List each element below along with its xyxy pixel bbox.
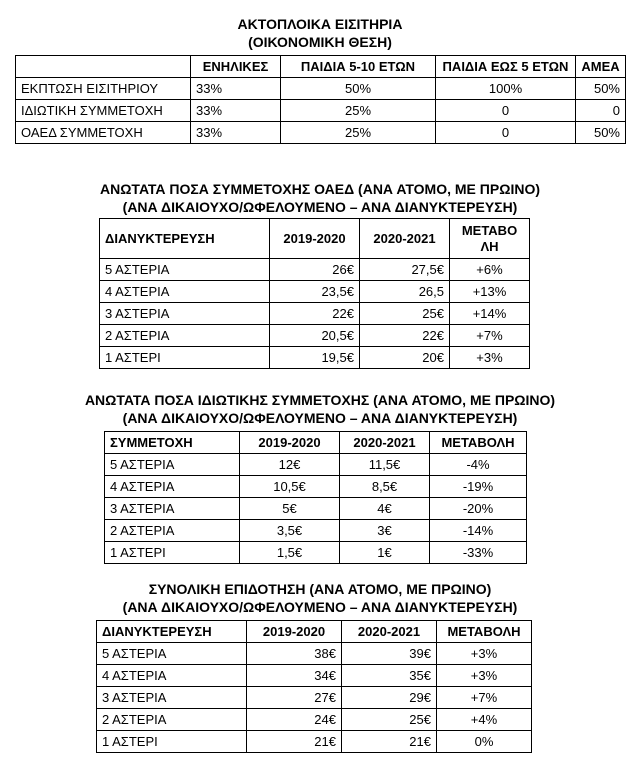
table-cell: 21€ (342, 731, 437, 753)
table-row (16, 100, 626, 122)
table-cell: +13% (450, 281, 530, 303)
table-row (97, 709, 532, 731)
table-header-cell: 2020-2021 (342, 621, 437, 643)
table-row (105, 520, 527, 542)
section3-title (15, 391, 625, 427)
table-cell: 20€ (360, 347, 450, 369)
table-cell: 34€ (247, 665, 342, 687)
table-cell: 24€ (247, 709, 342, 731)
table-row (97, 665, 532, 687)
table-row (105, 476, 527, 498)
table-row (105, 454, 527, 476)
table-cell: 35€ (342, 665, 437, 687)
section4-title (15, 580, 625, 616)
section1-title-line1: ΑΚΤΟΠΛΟΙΚΑ ΕΙΣΙΤΗΡΙΑ (237, 16, 403, 32)
table-header-cell: ΠΑΙΔΙΑ 5-10 ΕΤΩΝ (281, 56, 436, 78)
section2-title-line2: (ΑΝΑ ΔΙΚΑΙΟΥΧΟ/ΩΦΕΛΟΥΜΕΝΟ – ΑΝΑ ΔΙΑΝΥΚΤΕΡΕΥΣΗ) (122, 199, 518, 215)
table-cell: 100% (436, 78, 576, 100)
table-header-cell: ΣΥΜΜΕΤΟΧΗ (105, 432, 240, 454)
table-row (100, 347, 530, 369)
private-participation-table (104, 431, 527, 564)
section3-title-line2: (ΑΝΑ ΔΙΚΑΙΟΥΧΟ/ΩΦΕΛΟΥΜΕΝΟ – ΑΝΑ ΔΙΑΝΥΚΤΕΡΕΥΣΗ) (122, 410, 518, 426)
table-cell: 27,5€ (360, 259, 450, 281)
table-row (105, 498, 527, 520)
table-cell: 4 ΑΣΤΕΡΙΑ (105, 476, 240, 498)
table-header-cell: ΔΙΑΝΥΚΤΕΡΕΥΣΗ (100, 219, 270, 259)
table-header-cell: ΠΑΙΔΙΑ ΕΩΣ 5 ΕΤΩΝ (436, 56, 576, 78)
total-subsidy-table (96, 620, 532, 753)
table-cell: 1 ΑΣΤΕΡΙ (105, 542, 240, 564)
table-cell: 1€ (340, 542, 430, 564)
table-header-row (105, 432, 527, 454)
table-cell: -4% (430, 454, 527, 476)
table-header-cell: 2019-2020 (270, 219, 360, 259)
table-cell: 22€ (270, 303, 360, 325)
table-cell: 0 (576, 100, 626, 122)
section2-title (15, 180, 625, 216)
section4-title-line1: ΣΥΝΟΛΙΚΗ ΕΠΙΔΟΤΗΣΗ (ΑΝΑ ΑΤΟΜΟ, ΜΕ ΠΡΩΙΝΟ) (148, 581, 492, 597)
table-row (100, 325, 530, 347)
table-cell: +7% (450, 325, 530, 347)
table-header-cell: 2020-2021 (340, 432, 430, 454)
table-cell: ΟΑΕΔ ΣΥΜΜΕΤΟΧΗ (16, 122, 191, 144)
table-cell: +3% (437, 643, 532, 665)
table-cell: 1 ΑΣΤΕΡΙ (100, 347, 270, 369)
oaed-participation-table (99, 218, 530, 369)
table-cell: 22€ (360, 325, 450, 347)
table-header-row (100, 219, 530, 259)
table-cell: -19% (430, 476, 527, 498)
table-cell: 2 ΑΣΤΕΡΙΑ (97, 709, 247, 731)
table-cell: 1,5€ (240, 542, 340, 564)
table-row (100, 303, 530, 325)
table-cell: 38€ (247, 643, 342, 665)
table-header-cell: ΜΕΤΑΒΟΛΗ (437, 621, 532, 643)
table-cell: 3 ΑΣΤΕΡΙΑ (100, 303, 270, 325)
table-header-row (16, 56, 626, 78)
table-header-cell: ΑΜΕΑ (576, 56, 626, 78)
table-cell: +3% (437, 665, 532, 687)
table-cell: 3€ (340, 520, 430, 542)
table-cell: +6% (450, 259, 530, 281)
table-cell: 26,5 (360, 281, 450, 303)
section1-title (15, 15, 625, 51)
table-cell: 19,5€ (270, 347, 360, 369)
table-header-cell: ΕΝΗΛΙΚΕΣ (191, 56, 281, 78)
table-cell: 29€ (342, 687, 437, 709)
table-header-row (97, 621, 532, 643)
table-cell: 5 ΑΣΤΕΡΙΑ (97, 643, 247, 665)
table-row (100, 259, 530, 281)
table-cell: -14% (430, 520, 527, 542)
section4-title-line2: (ΑΝΑ ΔΙΚΑΙΟΥΧΟ/ΩΦΕΛΟΥΜΕΝΟ – ΑΝΑ ΔΙΑΝΥΚΤΕΡΕΥΣΗ) (122, 599, 518, 615)
table-cell: +4% (437, 709, 532, 731)
table-header-cell: 2019-2020 (247, 621, 342, 643)
table-cell: 1 ΑΣΤΕΡΙ (97, 731, 247, 753)
table-header-cell: ΜΕΤΑΒΟΛΗ (430, 432, 527, 454)
table-header-cell: 2019-2020 (240, 432, 340, 454)
table-cell: 25% (281, 122, 436, 144)
table-cell: 25€ (342, 709, 437, 731)
table-cell: 25% (281, 100, 436, 122)
table-cell: 5€ (240, 498, 340, 520)
section3-title-line1: ΑΝΩΤΑΤΑ ΠΟΣΑ ΙΔΙΩΤΙΚΗΣ ΣΥΜΜΕΤΟΧΗΣ (ΑΝΑ ΑΤΟΜΟ, ΜΕ ΠΡΩΙΝΟ) (84, 392, 556, 408)
table-cell: 5 ΑΣΤΕΡΙΑ (100, 259, 270, 281)
table-cell: 33% (191, 122, 281, 144)
section1-title-line2: (ΟΙΚΟΝΟΜΙΚΗ ΘΕΣΗ) (248, 34, 392, 50)
table-header-cell: ΜΕΤΑΒΟ ΛΗ (450, 219, 530, 259)
table-cell: 50% (576, 78, 626, 100)
table-cell: 25€ (360, 303, 450, 325)
table-cell: 50% (576, 122, 626, 144)
table-cell: ΕΚΠΤΩΣΗ ΕΙΣΙΤΗΡΙΟΥ (16, 78, 191, 100)
table-cell: 27€ (247, 687, 342, 709)
table-cell: 2 ΑΣΤΕΡΙΑ (105, 520, 240, 542)
table-cell: 12€ (240, 454, 340, 476)
table-cell: +7% (437, 687, 532, 709)
table-cell: 39€ (342, 643, 437, 665)
section2-title-line1: ΑΝΩΤΑΤΑ ΠΟΣΑ ΣΥΜΜΕΤΟΧΗΣ ΟΑΕΔ (ΑΝΑ ΑΤΟΜΟ, ΜΕ ΠΡΩΙΝΟ) (99, 181, 540, 197)
table-cell: 33% (191, 78, 281, 100)
table-row (97, 687, 532, 709)
table-cell: 0 (436, 122, 576, 144)
table-cell: 5 ΑΣΤΕΡΙΑ (105, 454, 240, 476)
table-cell: 23,5€ (270, 281, 360, 303)
table-row (97, 643, 532, 665)
ferry-tickets-table (15, 55, 626, 144)
table-cell: 21€ (247, 731, 342, 753)
table-cell: 4€ (340, 498, 430, 520)
table-cell: 3 ΑΣΤΕΡΙΑ (105, 498, 240, 520)
table-cell: 8,5€ (340, 476, 430, 498)
table-cell: 0 (436, 100, 576, 122)
table-row (16, 122, 626, 144)
table-cell: 0% (437, 731, 532, 753)
table-cell: 50% (281, 78, 436, 100)
table-cell: -33% (430, 542, 527, 564)
table-cell: 3 ΑΣΤΕΡΙΑ (97, 687, 247, 709)
table-cell: +3% (450, 347, 530, 369)
table-cell: 26€ (270, 259, 360, 281)
table-cell: 3,5€ (240, 520, 340, 542)
table-row (16, 78, 626, 100)
table-cell: 2 ΑΣΤΕΡΙΑ (100, 325, 270, 347)
table-header-cell (16, 56, 191, 78)
table-cell: -20% (430, 498, 527, 520)
table-header-cell: ΔΙΑΝΥΚΤΕΡΕΥΣΗ (97, 621, 247, 643)
table-cell: 20,5€ (270, 325, 360, 347)
table-cell: ΙΔΙΩΤΙΚΗ ΣΥΜΜΕΤΟΧΗ (16, 100, 191, 122)
table-row (105, 542, 527, 564)
table-cell: 10,5€ (240, 476, 340, 498)
table-row (97, 731, 532, 753)
table-header-cell: 2020-2021 (360, 219, 450, 259)
table-cell: 33% (191, 100, 281, 122)
table-cell: +14% (450, 303, 530, 325)
table-cell: 11,5€ (340, 454, 430, 476)
table-row (100, 281, 530, 303)
table-cell: 4 ΑΣΤΕΡΙΑ (97, 665, 247, 687)
table-cell: 4 ΑΣΤΕΡΙΑ (100, 281, 270, 303)
